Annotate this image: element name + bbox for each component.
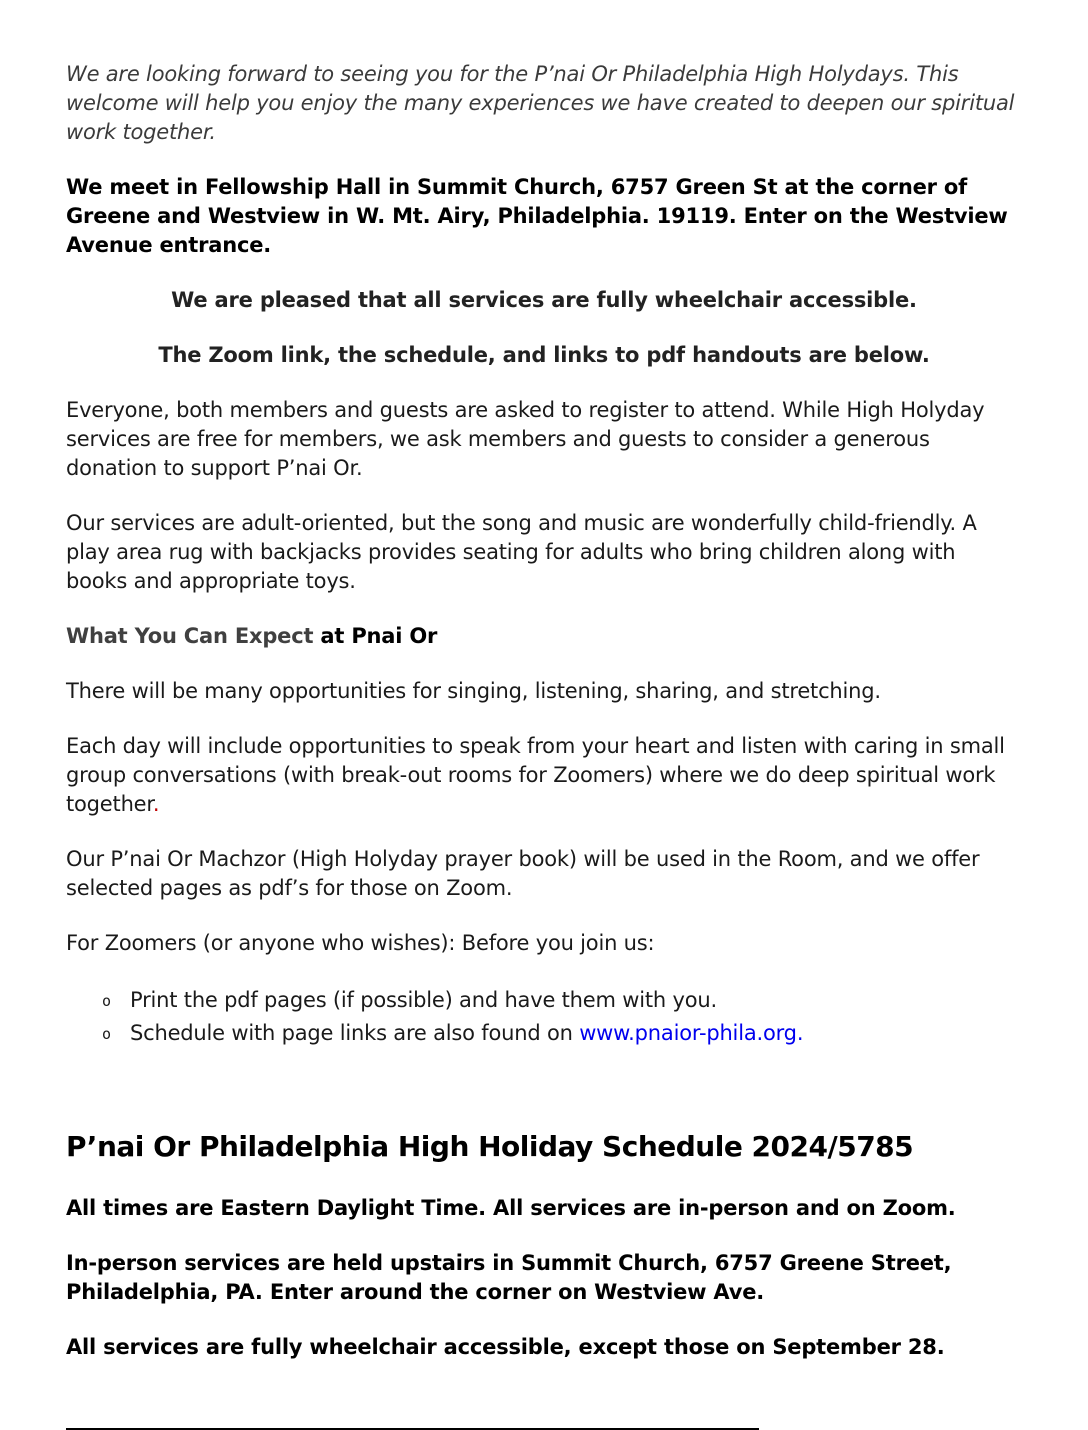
registration-paragraph: Everyone, both members and guests are asked to register to attend. While High Holyday services are free for members, we ask members and guests to consider a generous donation to support P’nai Or.	[66, 398, 985, 480]
wheelchair-notice: We are pleased that all services are fully wheelchair accessible.	[171, 288, 917, 312]
in-person-note-paragraph: In-person services are held upstairs in Summit Church, 6757 Greene Street, Philadelphia, PA. Enter around the corner on Westview Ave.	[66, 1251, 952, 1304]
zoomers-intro-paragraph: For Zoomers (or anyone who wishes): Before you join us:	[66, 931, 655, 955]
divider-line: __________________________________________________________________	[66, 1406, 759, 1430]
accessibility-note-paragraph: All services are fully wheelchair accessible, except those on September 28.	[66, 1335, 945, 1359]
machzor-paragraph: Our P’nai Or Machzor (High Holyday prayer book) will be used in the Room, and we offer selected pages as pdf’s for those on Zoom.	[66, 847, 980, 900]
bullet-text: Schedule with page links are also found on	[130, 1021, 580, 1045]
zoom-links-notice: The Zoom link, the schedule, and links to pdf handouts are below.	[158, 343, 930, 367]
each-day-red-period: .	[152, 792, 160, 816]
expect-heading	[66, 622, 1022, 651]
child-friendly-paragraph: Our services are adult-oriented, but the song and music are wonderfully child-friendly. A play area rug with backjacks provides seating for adults who bring children along with books and appropriate toys.	[66, 511, 977, 593]
times-note-paragraph: All times are Eastern Daylight Time. All services are in-person and on Zoom.	[66, 1196, 956, 1220]
expect-heading-gray-part: What You Can Expect	[66, 624, 314, 648]
bullet-circle-icon: o	[102, 1025, 111, 1043]
meeting-location-paragraph: We meet in Fellowship Hall in Summit Church, 6757 Green St at the corner of Greene and Westview in W. Mt. Airy, Philadelphia. 19119. Enter on the Westview Avenue entrance.	[66, 175, 1008, 257]
each-day-text: Each day will include opportunities to speak from your heart and listen with caring in small group conversations (with break-out rooms for Zoomers) where we do deep spiritual work together	[66, 734, 1005, 816]
each-day-paragraph	[66, 732, 1022, 819]
zoomers-bullet-list	[66, 984, 1022, 1050]
opportunities-paragraph: There will be many opportunities for singing, listening, sharing, and stretching.	[66, 679, 881, 703]
bullet-circle-icon: o	[102, 992, 111, 1010]
bullet-text: Print the pdf pages (if possible) and have them with you.	[130, 988, 717, 1012]
expect-heading-black-part: at Pnai Or	[313, 624, 438, 648]
list-item	[66, 984, 1022, 1017]
schedule-title: P’nai Or Philadelphia High Holiday Schedule 2024/5785	[66, 1130, 914, 1163]
pnaior-phila-link[interactable]: www.pnaior-phila.org.	[579, 1021, 804, 1045]
list-item	[66, 1017, 1022, 1050]
intro-paragraph: We are looking forward to seeing you for the P’nai Or Philadelphia High Holydays. This welcome will help you enjoy the many experiences we have created to deepen our spiritual work together.	[66, 62, 1015, 144]
